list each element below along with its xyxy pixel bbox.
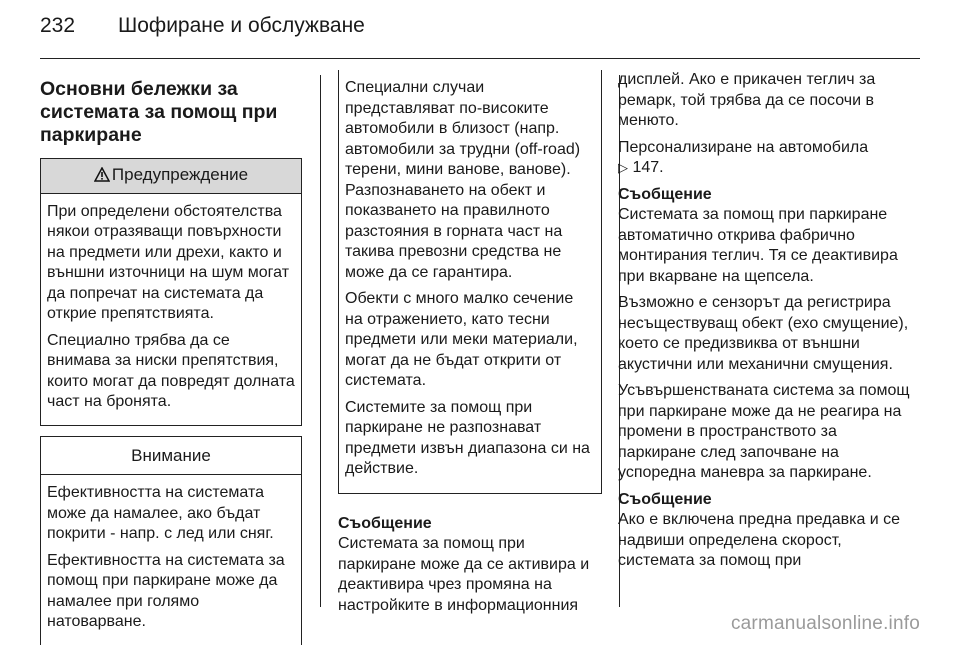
caution-paragraph-1: Ефективността на системата може да намалее, ако бъдат покрити - напр. с лед или сняг. xyxy=(47,484,274,542)
page-ref-arrow-icon: ▷ xyxy=(618,160,628,175)
note-trailer xyxy=(618,185,914,288)
personalization-text: Персонализиране на автомобила xyxy=(618,138,869,156)
watermark: carmanualsonline.info xyxy=(730,613,920,634)
page-ref-number[interactable]: 147. xyxy=(632,159,664,176)
note-activation xyxy=(338,514,602,617)
warning-box xyxy=(40,158,302,426)
warning-paragraph-2: Специално трябва да се внимава за ниски препятствия, които могат да повредят долната част на бронята. xyxy=(47,331,295,410)
caution-paragraph-2: Ефективността на системата за помощ при паркиране може да намалее при голямо натоварване. xyxy=(47,551,285,630)
caution-body xyxy=(41,475,301,645)
caution-heading: Внимание xyxy=(41,437,301,476)
column-divider-1 xyxy=(320,75,321,607)
note-text: Системата за помощ при паркиране може да се активира и деактивира чрез промяна на настройките в информационния xyxy=(338,535,590,614)
note-trailer-text: Системата за помощ при паркиране автоматично открива фабрично монтирания теглич. Тя се деактивира при вкарване на щепсела. xyxy=(618,206,898,285)
warning-heading xyxy=(41,159,301,194)
column-3 xyxy=(618,70,914,578)
caution-box xyxy=(40,436,302,645)
note-speed-title: Съобщение xyxy=(618,490,712,508)
warning-triangle-icon xyxy=(94,165,110,186)
echo-paragraph: Възможно е сензорът да регистрира несъществуващ обект (ехо смущение), което се предизвиква от външни акустични или механични смущения. xyxy=(618,294,909,373)
section-title: Основни бележки за системата за помощ при паркиране xyxy=(40,78,278,146)
advanced-paragraph: Усъвършенстваната система за помощ при паркиране може да не реагира на промени в пространството за паркиране след започване на успоредна маневра за паркиране. xyxy=(618,382,910,481)
chapter-title: Шофиране и обслужване xyxy=(118,14,365,37)
note-speed-text: Ако е включена предна предавка и се надвиши определена скорост, системата за помощ при xyxy=(618,511,901,569)
display-paragraph: дисплей. Ако е прикачен теглич за ремарк, той трябва да се посочи в менюто. xyxy=(618,71,876,129)
page-number: 232 xyxy=(40,14,76,37)
continued-box-body xyxy=(339,70,601,493)
warning-paragraph-1: При определени обстоятелства някои отразяващи повърхности на предмети или дрехи, както и външни източници на шум могат да попречат на системата да открие препятствията. xyxy=(47,202,290,322)
warning-heading-text: Предупреждение xyxy=(111,165,249,184)
note-trailer-title: Съобщение xyxy=(618,185,712,203)
continued-box xyxy=(338,70,602,494)
column-2 xyxy=(338,70,602,616)
warning-body xyxy=(41,194,301,425)
note-title: Съобщение xyxy=(338,514,432,532)
column-1 xyxy=(40,70,302,645)
header-rule xyxy=(40,58,920,59)
personalization-paragraph xyxy=(618,138,914,179)
small-objects-paragraph: Обекти с много малко сечение на отражението, като тесни предмети или меки материали, могат да не бъдат открити от системата. xyxy=(345,290,578,389)
range-paragraph: Системите за помощ при паркиране не разпознават предмети извън диапазона си на действие. xyxy=(345,398,590,477)
note-speed xyxy=(618,490,914,572)
special-cases-paragraph: Специални случаи представляват по-високите автомобили в близост (напр. автомобили за трудни (off-road) терени, мини ванове, ванове). Разпознаването на обект и показването на правилното разстояния в горната част на такива превозни средства не може да се гарантира. xyxy=(345,79,581,281)
page-header xyxy=(40,14,365,38)
